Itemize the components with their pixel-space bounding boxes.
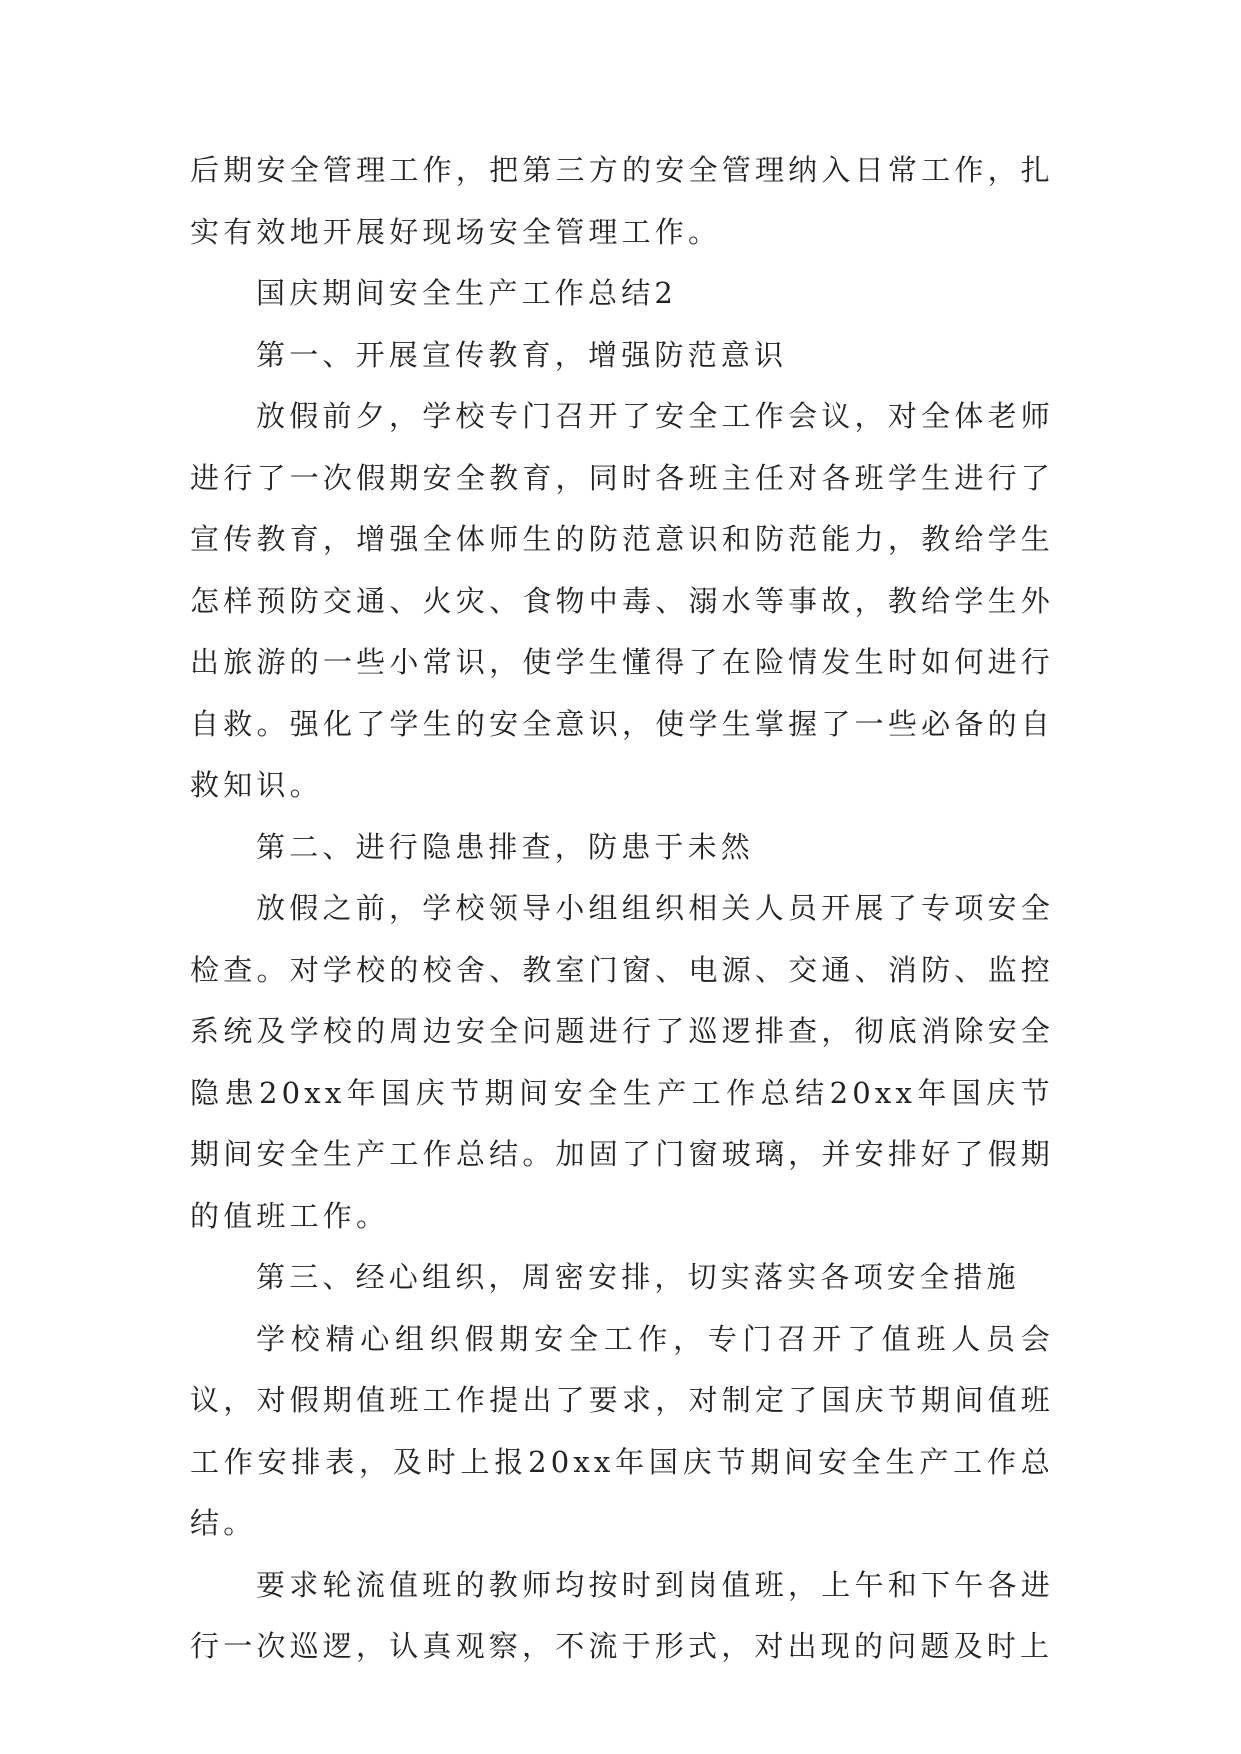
paragraph-body: 要求轮流值班的教师均按时到岗值班，上午和下午各进行一次巡逻，认真观察，不流于形式，对出现的问题及时上 <box>190 1567 1054 1663</box>
paragraph-continuation: 后期安全管理工作，把第三方的安全管理纳入日常工作，扎实有效地开展好现场安全管理工作。 <box>190 153 1054 249</box>
paragraph-body: 放假之前，学校领导小组组织相关人员开展了专项安全检查。对学校的校舍、教室门窗、电源、交通、消防、监控系统及学校的周边安全问题进行了巡逻排查，彻底消除安全隐患20xx年国庆节期间安全生产工作总结20xx年国庆节期间安全生产工作总结。加固了门窗玻璃，并安排好了假期的值班工作。 <box>190 891 1054 1233</box>
paragraph-body: 放假前夕，学校专门召开了安全工作会议，对全体老师进行了一次假期安全教育，同时各班主任对各班学生进行了宣传教育，增强全体师生的防范意识和防范能力，教给学生怎样预防交通、火灾、食物中毒、溺水等事故，教给学生外出旅游的一些小常识，使学生懂得了在险情发生时如何进行自救。强化了学生的安全意识，使学生掌握了一些必备的自救知识。 <box>190 399 1054 802</box>
heading-third: 第三、经心组织，周密安排，切实落实各项安全措施 <box>256 1260 1020 1294</box>
document-page <box>190 140 1054 1678</box>
section-title: 国庆期间安全生产工作总结2 <box>256 276 678 310</box>
heading-first: 第一、开展宣传教育，增强防范意识 <box>256 337 788 372</box>
heading-second: 第二、进行隐患排查，防患于未然 <box>256 829 755 864</box>
paragraph-body: 学校精心组织假期安全工作，专门召开了值班人员会议，对假期值班工作提出了要求，对制定了国庆节期间值班工作安排表，及时上报20xx年国庆节期间安全生产工作总结。 <box>190 1321 1054 1540</box>
